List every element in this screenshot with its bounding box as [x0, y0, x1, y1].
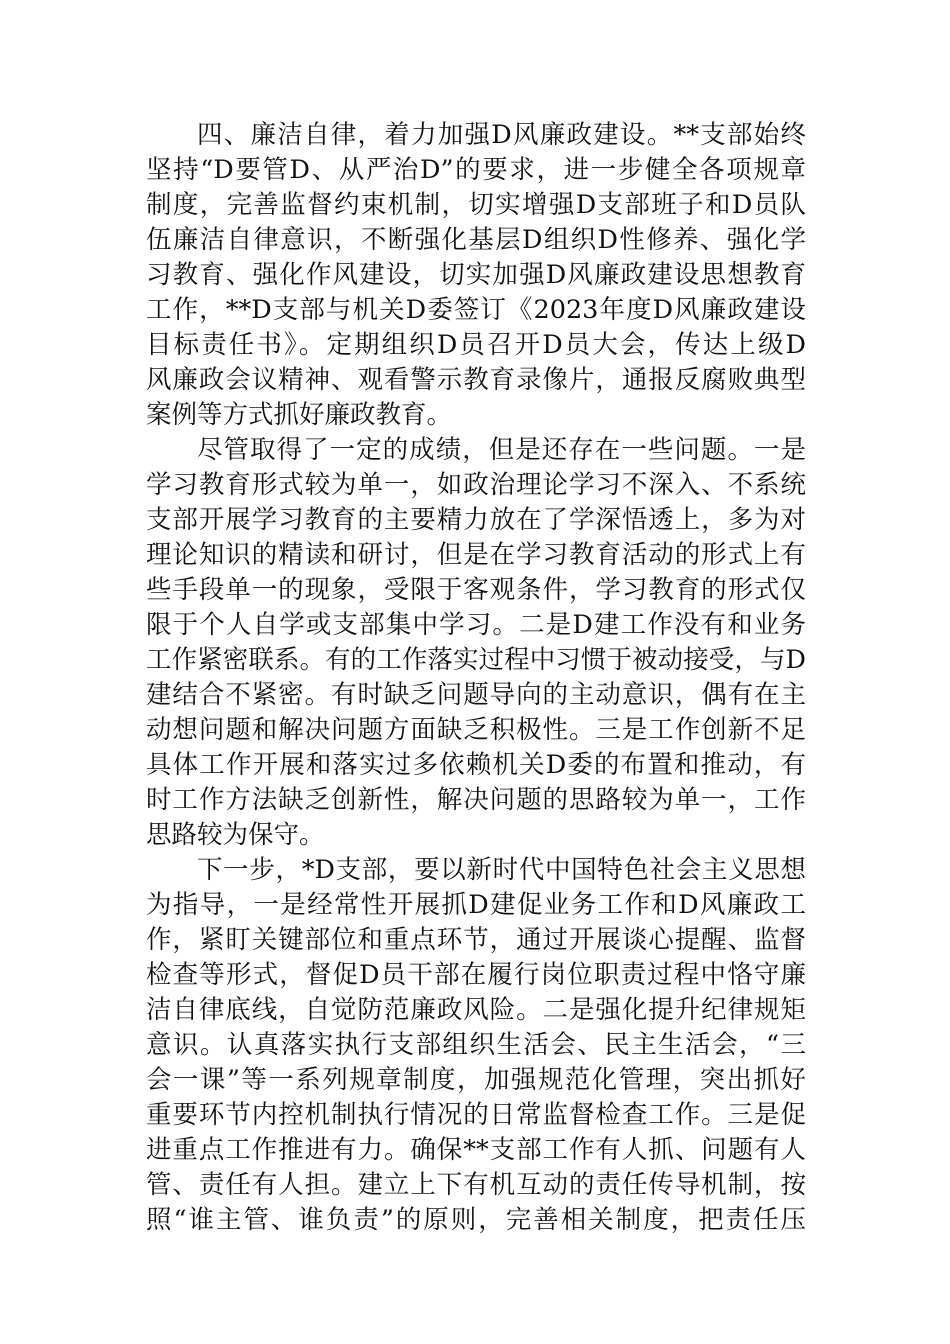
text-line: 作，紧盯关键部位和重点环节，通过开展谈心提醒、监督 [146, 925, 806, 955]
text-line: 时工作方法缺乏创新性，解决问题的思路较为单一，工作 [146, 785, 806, 815]
text-line: 具体工作开展和落实过多依赖机关D委的布置和推动，有 [146, 750, 806, 780]
text-line: 洁自律底线，自觉防范廉政风险。二是强化提升纪律规矩 [146, 995, 806, 1025]
text-line: 尽管取得了一定的成绩，但是还存在一些问题。一是 [197, 435, 806, 465]
text-line: 工作，**D支部与机关D委签订《2023年度D风廉政建设 [146, 295, 806, 325]
text-line: 管、责任有人担。建立上下有机互动的责任传导机制，按 [146, 1170, 806, 1200]
text-line: 会一课”等一系列规章制度，加强规范化管理，突出抓好 [146, 1065, 806, 1095]
text-line: 习教育、强化作风建设，切实加强D风廉政建设思想教育 [146, 260, 806, 290]
document-body [146, 118, 806, 1238]
text-line: 意识。认真落实执行支部组织生活会、民主生活会，“三 [146, 1030, 806, 1060]
text-line: 目标责任书》。定期组织D员召开D员大会，传达上级D [146, 330, 806, 360]
text-line: 坚持“D要管D、从严治D”的要求，进一步健全各项规章 [146, 155, 806, 185]
text-line: 下一步，*D支部，要以新时代中国特色社会主义思想 [197, 855, 806, 885]
text-line: 制度，完善监督约束机制，切实增强D支部班子和D员队 [146, 190, 806, 220]
text-line: 些手段单一的现象，受限于客观条件，学习教育的形式仅 [146, 575, 806, 605]
text-line: 限于个人自学或支部集中学习。二是D建工作没有和业务 [146, 610, 806, 640]
text-line: 学习教育形式较为单一，如政治理论学习不深入、不系统 [146, 470, 806, 500]
text-line: 四、廉洁自律，着力加强D风廉政建设。**支部始终 [197, 120, 806, 150]
paragraph-next-steps [146, 853, 806, 1238]
text-line: 伍廉洁自律意识，不断强化基层D组织D性修养、强化学 [146, 225, 806, 255]
text-line: 进重点工作推进有力。确保**支部工作有人抓、问题有人 [146, 1135, 806, 1165]
text-line: 理论知识的精读和研讨，但是在学习教育活动的形式上有 [146, 540, 806, 570]
text-line: 风廉政会议精神、观看警示教育录像片，通报反腐败典型 [146, 365, 806, 395]
text-line: 检查等形式，督促D员干部在履行岗位职责过程中恪守廉 [146, 960, 806, 990]
text-line: 为指导，一是经常性开展抓D建促业务工作和D风廉政工 [146, 890, 806, 920]
text-line: 建结合不紧密。有时缺乏问题导向的主动意识，偶有在主 [146, 680, 806, 710]
paragraph-integrity [146, 118, 806, 433]
text-line: 案例等方式抓好廉政教育。 [146, 400, 453, 430]
text-line: 照“谁主管、谁负责”的原则，完善相关制度，把责任压 [146, 1205, 806, 1235]
text-line: 思路较为保守。 [146, 820, 325, 850]
paragraph-problems [146, 433, 806, 853]
text-line: 动想问题和解决问题方面缺乏积极性。三是工作创新不足 [146, 715, 806, 745]
text-line: 工作紧密联系。有的工作落实过程中习惯于被动接受，与D [146, 645, 806, 675]
text-line: 支部开展学习教育的主要精力放在了学深悟透上，多为对 [146, 505, 806, 535]
text-line: 重要环节内控机制执行情况的日常监督检查工作。三是促 [146, 1100, 806, 1130]
